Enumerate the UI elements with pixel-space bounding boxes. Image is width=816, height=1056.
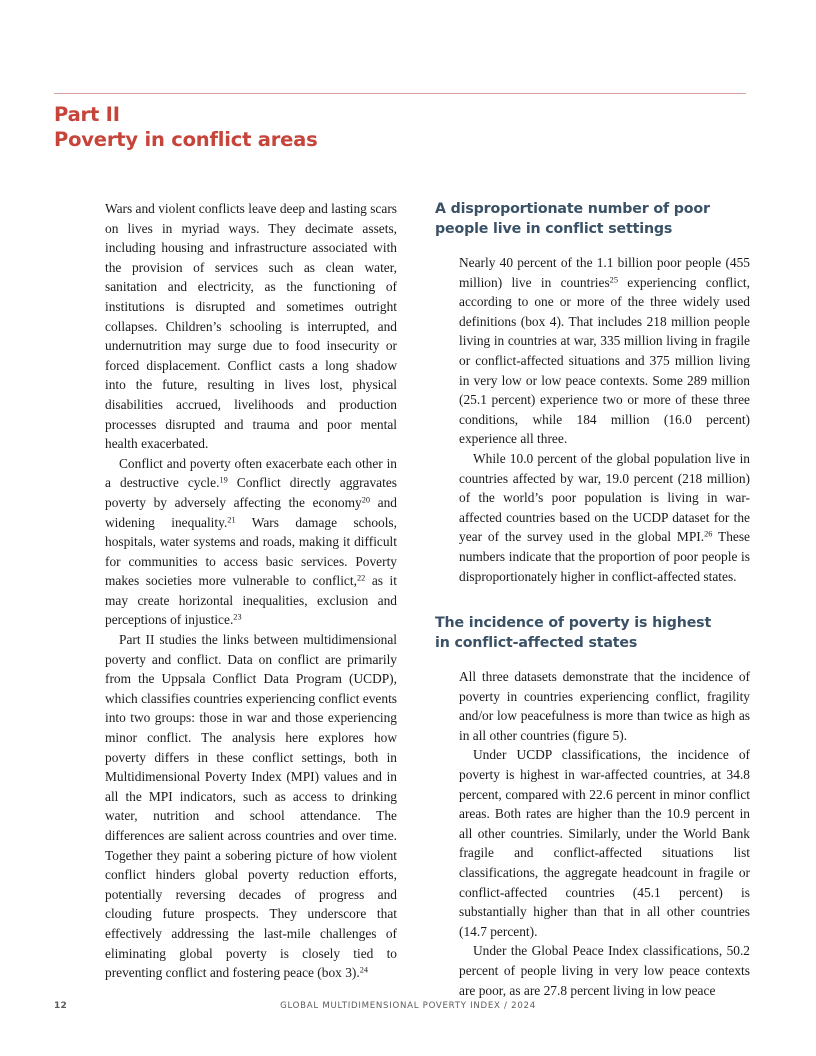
- part-title: Poverty in conflict areas: [54, 128, 318, 151]
- left-paragraph-3: [105, 630, 397, 983]
- footer-title: GLOBAL MULTIDIMENSIONAL POVERTY INDEX / 2024: [280, 1001, 536, 1011]
- section-1-body: [459, 253, 750, 586]
- section-heading-2: [435, 613, 750, 653]
- page-number: 12: [54, 1001, 68, 1011]
- part-heading: [54, 102, 554, 152]
- spacer: [435, 239, 750, 253]
- section-heading-2-line-1: The incidence of poverty is highest: [435, 615, 712, 632]
- footnote-ref-25: 25: [609, 275, 618, 285]
- para2-text-2: Conflict directly aggravates poverty by adversely affecting the economy: [105, 475, 397, 510]
- spacer: [435, 586, 750, 613]
- section-heading-1-line-2: people live in conflict settings: [435, 221, 673, 237]
- footnote-ref-23: 23: [233, 613, 242, 623]
- s1p1-text-1: Nearly 40 percent of the 1.1 billion poor people (455 million) live in countries: [459, 255, 750, 290]
- section-heading-1-line-1: A disproportionate number of poor: [435, 201, 710, 217]
- footnote-ref-26: 26: [704, 530, 713, 539]
- header-rule: [54, 93, 746, 94]
- para3-text-1: Part II studies the links between multidimensional poverty and conflict. Data on conflict are primarily from the Uppsala Conflict Data Program (UCDP), which classifies countries experiencing conflict events into two groups: those in war and those experiencing minor conflict. The analysis here explores how poverty differs in these conflict settings, both in Multidimensional Poverty Index (MPI) values and in all the MPI indicators, such as access to drinking water, nutrition and school attendance. The differences are salient across countries and over time. Together they paint a sobering picture of how violent conflict hinders global poverty reduction efforts, potentially reversing decades of progress and clouding future prospects. They underscore that effectively addressing the last-mile challenges of eliminating global poverty is closely tied to preventing conflict and fostering peace (box 3).: [105, 632, 397, 981]
- section1-paragraph-1: [459, 253, 750, 449]
- left-paragraph-1: Wars and violent conflicts leave deep and lasting scars on lives in myriad ways. They decimate assets, including housing and infrastructure associated with the provision of services such as clean water, sanitation and electricity, as the functioning of institutions is disrupted and sometimes outright collapses. Children’s schooling is interrupted, and undernutrition may surge due to food insecurity or forced displacement. Conflict casts a long shadow into the future, resulting in lives lost, physical disabilities accrued, livelihoods and production processes disrupted and trauma and poor mental health exacerbated.: [105, 201, 397, 452]
- page-footer: [0, 1001, 816, 1021]
- section1-paragraph-2: [459, 449, 750, 586]
- s1p2-text-1: While 10.0 percent of the global population live in countries affected by war, 19.0 percent (218 million) of the world’s poor population is living in war-affected countries based on the UCDP dataset for the year of the survey used in the global MPI.: [459, 450, 750, 545]
- s1p2-text-2: These numbers indicate that the proportion of poor people is disproportionately higher in conflict-affected states.: [459, 529, 750, 584]
- para2-text-3: and widening inequality.: [105, 494, 397, 530]
- para2-text-5: as it may create horizontal inequalities, exclusion and perceptions of injustice.: [105, 573, 397, 628]
- right-column: [435, 199, 750, 1000]
- section2-paragraph-3: Under the Global Peace Index classifications, 50.2 percent of people living in very low peace contexts are poor, as are 27.8 percent living in low peace: [459, 943, 750, 998]
- section2-paragraph-1: All three datasets demonstrate that the incidence of poverty in countries experiencing conflict, fragility and/or low peacefulness is more than twice as high as in all other countries (figure 5).: [459, 669, 750, 743]
- s1p1-text-2: experiencing conflict, according to one or more of the three widely used definitions (box 4). That includes 218 million people living in countries at war, 335 million living in fragile or conflict-affected situations and 375 million living in very low or low peace contexts. Some 289 million (25.1 percent) experience two or more of these three conditions, while 184 million (16.0 percent) experience all three.: [459, 274, 750, 447]
- left-paragraph-2: [105, 454, 397, 630]
- footnote-ref-19: 19: [219, 476, 228, 485]
- para2-text-4: Wars damage schools, hospitals, water systems and roads, making it difficult for communities to access basic services. Poverty makes societies more vulnerable to conflict,: [105, 514, 397, 589]
- spacer: [435, 653, 750, 667]
- left-column: [105, 199, 397, 983]
- para2-text-1: Conflict and poverty often exacerbate each other in a destructive cycle.: [105, 455, 397, 491]
- part-label: Part II: [54, 103, 120, 126]
- footnote-ref-24: 24: [359, 965, 368, 975]
- section-heading-1: [435, 199, 750, 239]
- footnote-ref-22: 22: [356, 573, 366, 583]
- section2-paragraph-2: Under UCDP classifications, the incidence of poverty is highest in war-affected countries, at 34.8 percent, compared with 22.6 percent in minor conflict areas. Both rates are higher than the 10.9 percent in all other countries. Similarly, under the World Bank fragile and conflict-affected situations list classifications, the aggregate headcount in fragile or conflict-affected countries (45.1 percent) is substantially higher than that in all other countries (14.7 percent).: [459, 747, 750, 939]
- section-2-body: [459, 667, 750, 1000]
- section-heading-2-line-2: in conflict-affected states: [435, 635, 638, 652]
- footnote-ref-20: 20: [361, 495, 370, 505]
- footnote-ref-21: 21: [227, 515, 236, 525]
